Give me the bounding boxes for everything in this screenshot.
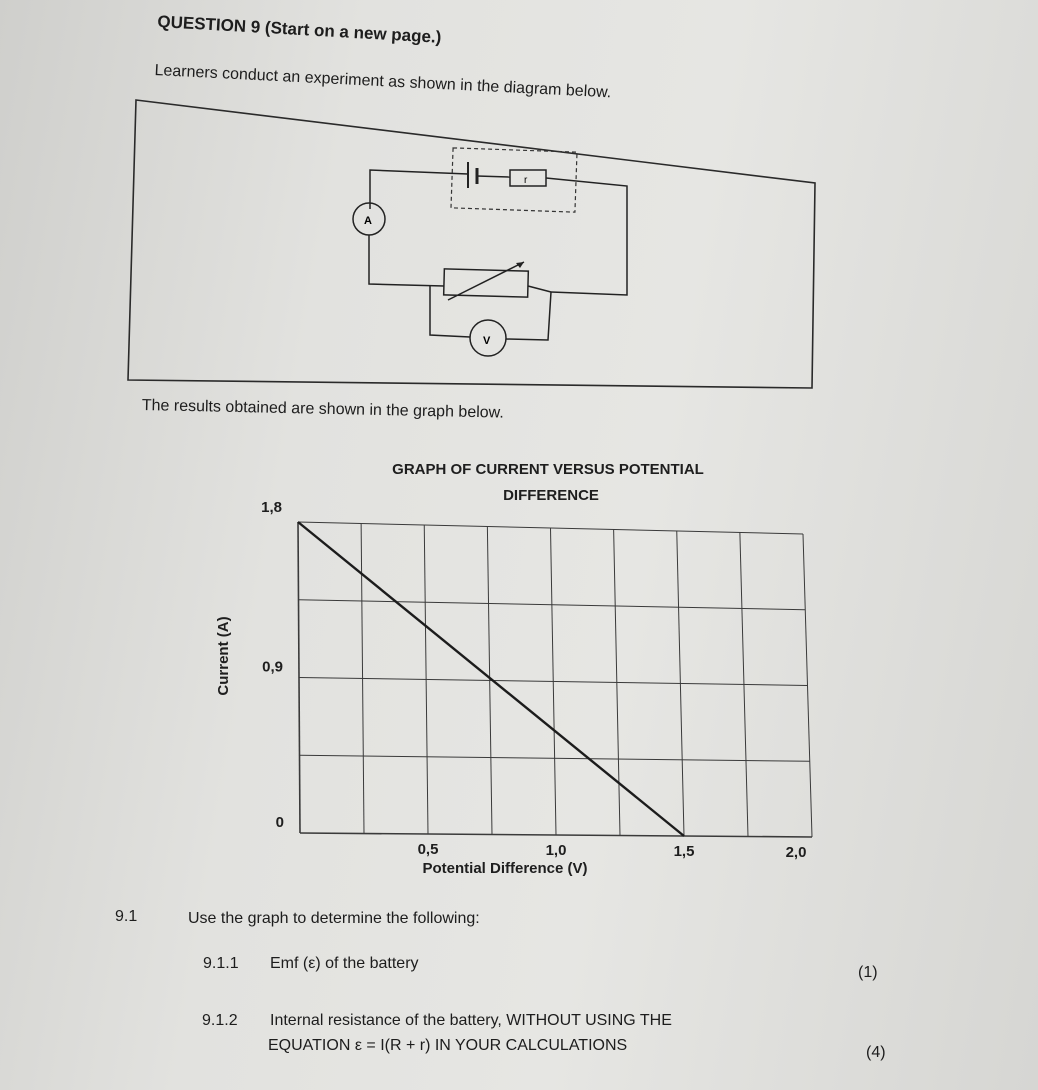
x-tick-label: 1,0 <box>545 842 567 859</box>
y-tick-label: 0,9 <box>262 658 283 676</box>
results-text: The results obtained are shown in the graph below. <box>141 397 504 422</box>
question-number-9-1: 9.1 <box>115 908 138 925</box>
y-axis-label: Current (A) <box>215 616 232 696</box>
y-tick-label: 1,8 <box>261 499 282 516</box>
chart-grid <box>298 522 812 837</box>
ammeter-label: A <box>364 215 372 227</box>
question-text-9-1-2-line1: Internal resistance of the battery, WITHOUT USING THE <box>270 1012 672 1029</box>
voltmeter-label: V <box>483 335 491 347</box>
x-tick-label: 0,5 <box>417 841 439 858</box>
question-text-9-1-2-line2: EQUATION ε = I(R + r) IN YOUR CALCULATIONS <box>268 1037 628 1054</box>
question-intro: Learners conduct an experiment as shown in the diagram below. <box>154 62 612 102</box>
x-axis-label: Potential Difference (V) <box>422 860 588 877</box>
chart-title-line1: GRAPH OF CURRENT VERSUS POTENTIAL <box>392 461 704 478</box>
marks-9-1-2: (4) <box>866 1044 886 1061</box>
question-text-9-1-1: Emf (ε) of the battery <box>270 955 419 972</box>
internal-resistor-label: r <box>524 175 528 186</box>
x-tick-label: 1,5 <box>673 843 695 860</box>
chart-labels <box>215 461 806 877</box>
marks-9-1-1: (1) <box>858 964 878 981</box>
question-text-9-1: Use the graph to determine the following: <box>188 910 480 927</box>
question-title: QUESTION 9 (Start on a new page.) <box>156 12 442 47</box>
question-number-9-1-1: 9.1.1 <box>203 955 239 972</box>
question-number-9-1-2: 9.1.2 <box>202 1012 238 1029</box>
y-tick-label: 0 <box>275 814 284 831</box>
chart-title-line2: DIFFERENCE <box>503 487 599 504</box>
x-tick-label: 2,0 <box>785 844 807 861</box>
